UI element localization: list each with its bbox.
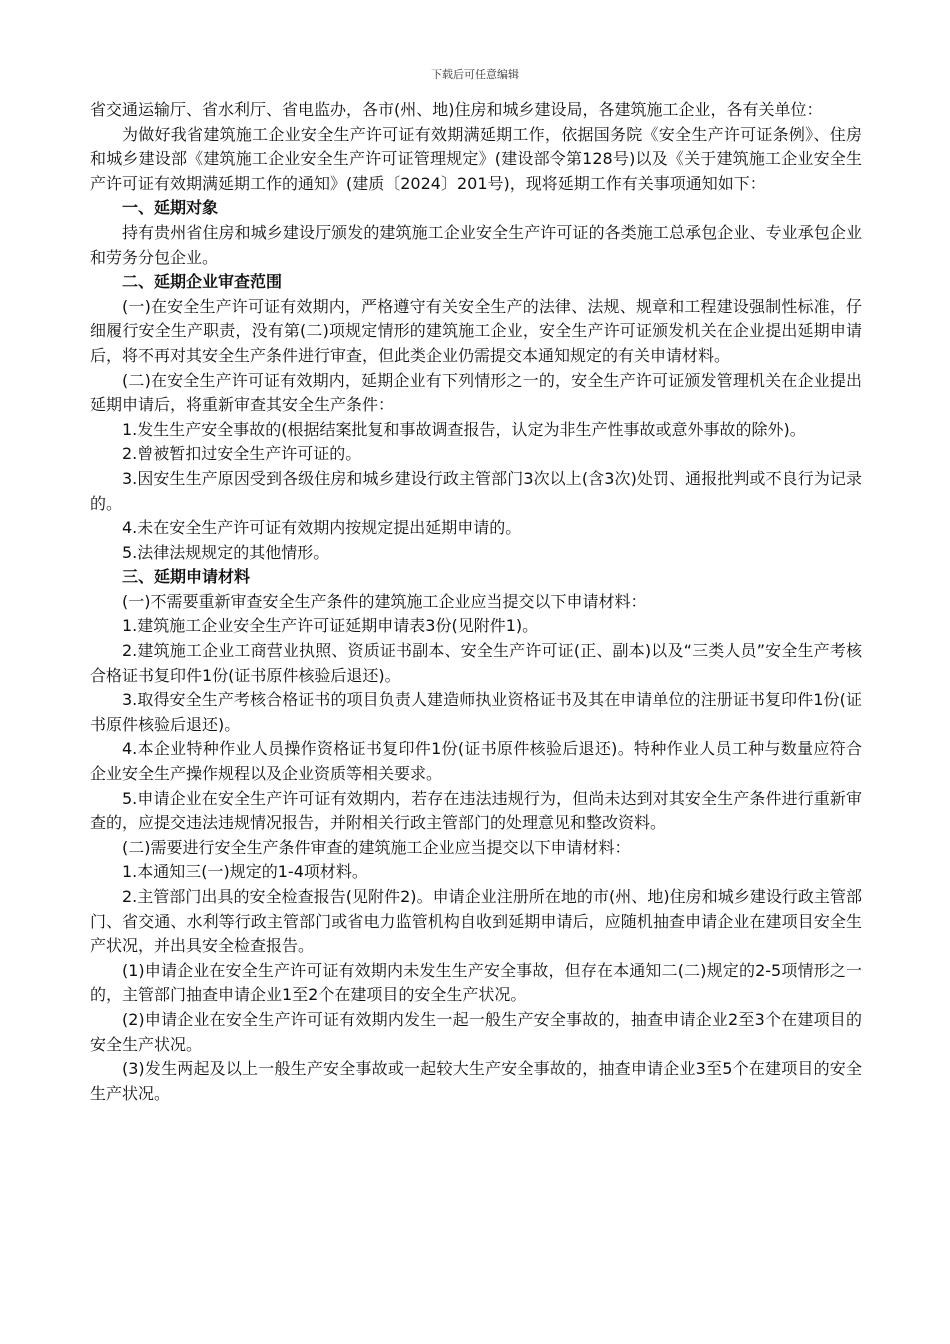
sub-list-item: (1)申请企业在安全生产许可证有效期内未发生生产安全事故，但存在本通知二(二)规定的2-5项情形之一的，主管部门抽查申请企业1至2个在建项目的安全生产状况。 (90, 960, 862, 1005)
body-paragraph: 持有贵州省住房和城乡建设厅颁发的建筑施工企业安全生产许可证的各类施工总承包企业、专业承包企业和劳务分包企业。 (90, 222, 862, 267)
list-item: 2.建筑施工企业工商营业执照、资质证书副本、安全生产许可证(正、副本)以及“三类人员”安全生产考核合格证书复印件1份(证书原件核验后退还)。 (90, 641, 862, 685)
list-item: 4.本企业特种作业人员操作资格证书复印件1份(证书原件核验后退还)。特种作业人员工种与数量应符合企业安全生产操作规程以及企业资质等相关要求。 (90, 739, 862, 784)
addressee-line: 省交通运输厅、省水利厅、省电监办，各市(州、地)住房和城乡建设局，各建筑施工企业，各有关单位： (90, 100, 823, 119)
body-paragraph: (一)不需要重新审查安全生产条件的建筑施工企业应当提交以下申请材料： (122, 591, 647, 611)
list-item: 2.主管部门出具的安全检查报告(见附件2)。申请企业注册所在地的市(州、地)住房和城乡建设行政主管部门、省交通、水利等行政主管部门或省电力监管机构自收到延期申请后，应随机抽查申请企业在建项目安全生产状况，并出具安全检查报告。 (90, 887, 862, 956)
sub-list-item: (2)申请企业在安全生产许可证有效期内发生一起一般生产安全事故的，抽查申请企业2至3个在建项目的安全生产状况。 (90, 1009, 862, 1054)
intro-paragraph: 为做好我省建筑施工企业安全生产许可证有效期满延期工作，依据国务院《安全生产许可证条例》、住房和城乡建设部《建筑施工企业安全生产许可证管理规定》(建设部令第128号)以及《关于建筑施工企业安全生产许可证有效期满延期工作的通知》(建质〔2024〕201号)，现将延期工作有关事项通知如下： (90, 124, 862, 193)
list-item: 1.本通知三(一)规定的1-4项材料。 (122, 862, 368, 882)
list-item: 3.因安生生产原因受到各级住房和城乡建设行政主管部门3次以上(含3次)处罚、通报批判或不良行为记录的。 (90, 468, 862, 513)
list-item: 5.法律法规规定的其他情形。 (122, 542, 330, 562)
list-item: 4.未在安全生产许可证有效期内按规定提出延期申请的。 (122, 518, 522, 538)
list-item: 3.取得安全生产考核合格证书的项目负责人建造师执业资格证书及其在申请单位的注册证书复印件1份(证书原件核验后退还)。 (90, 690, 862, 734)
document-body (90, 98, 862, 1106)
body-paragraph: (一)在安全生产许可证有效期内，严格遵守有关安全生产的法律、法规、规章和工程建设强制性标准，仔细履行安全生产职责，没有第(二)项规定情形的建筑施工企业，安全生产许可证颁发机关在企业提出延期申请后，将不再对其安全生产条件进行审查，但此类企业仍需提交本通知规定的有关申请材料。 (90, 296, 862, 365)
sub-list-item: (3)发生两起及以上一般生产安全事故或一起较大生产安全事故的，抽查申请企业3至5个在建项目的安全生产状况。 (90, 1059, 862, 1103)
page-header-note: 下载后可任意编辑 (431, 68, 519, 81)
list-item: 2.曾被暂扣过安全生产许可证的。 (122, 444, 362, 464)
list-item: 1.建筑施工企业安全生产许可证延期申请表3份(见附件1)。 (122, 616, 539, 636)
list-item: 5.申请企业在安全生产许可证有效期内，若存在违法违规行为，但尚未达到对其安全生产条件进行重新审查的，应提交违法违规情况报告，并附相关行政主管部门的处理意见和整改资料。 (90, 788, 862, 833)
section-heading-3: 三、延期申请材料 (122, 567, 251, 587)
body-paragraph: (二)在安全生产许可证有效期内，延期企业有下列情形之一的，安全生产许可证颁发管理机关在企业提出延期申请后，将重新审查其安全生产条件： (90, 370, 862, 415)
body-paragraph: (二)需要进行安全生产条件审查的建筑施工企业应当提交以下申请材料： (122, 837, 631, 857)
section-heading-2: 二、延期企业审查范围 (122, 272, 283, 292)
list-item: 1.发生生产安全事故的(根据结案批复和事故调查报告，认定为非生产性事故或意外事故的除外)。 (122, 419, 806, 439)
section-heading-1: 一、延期对象 (122, 198, 219, 218)
